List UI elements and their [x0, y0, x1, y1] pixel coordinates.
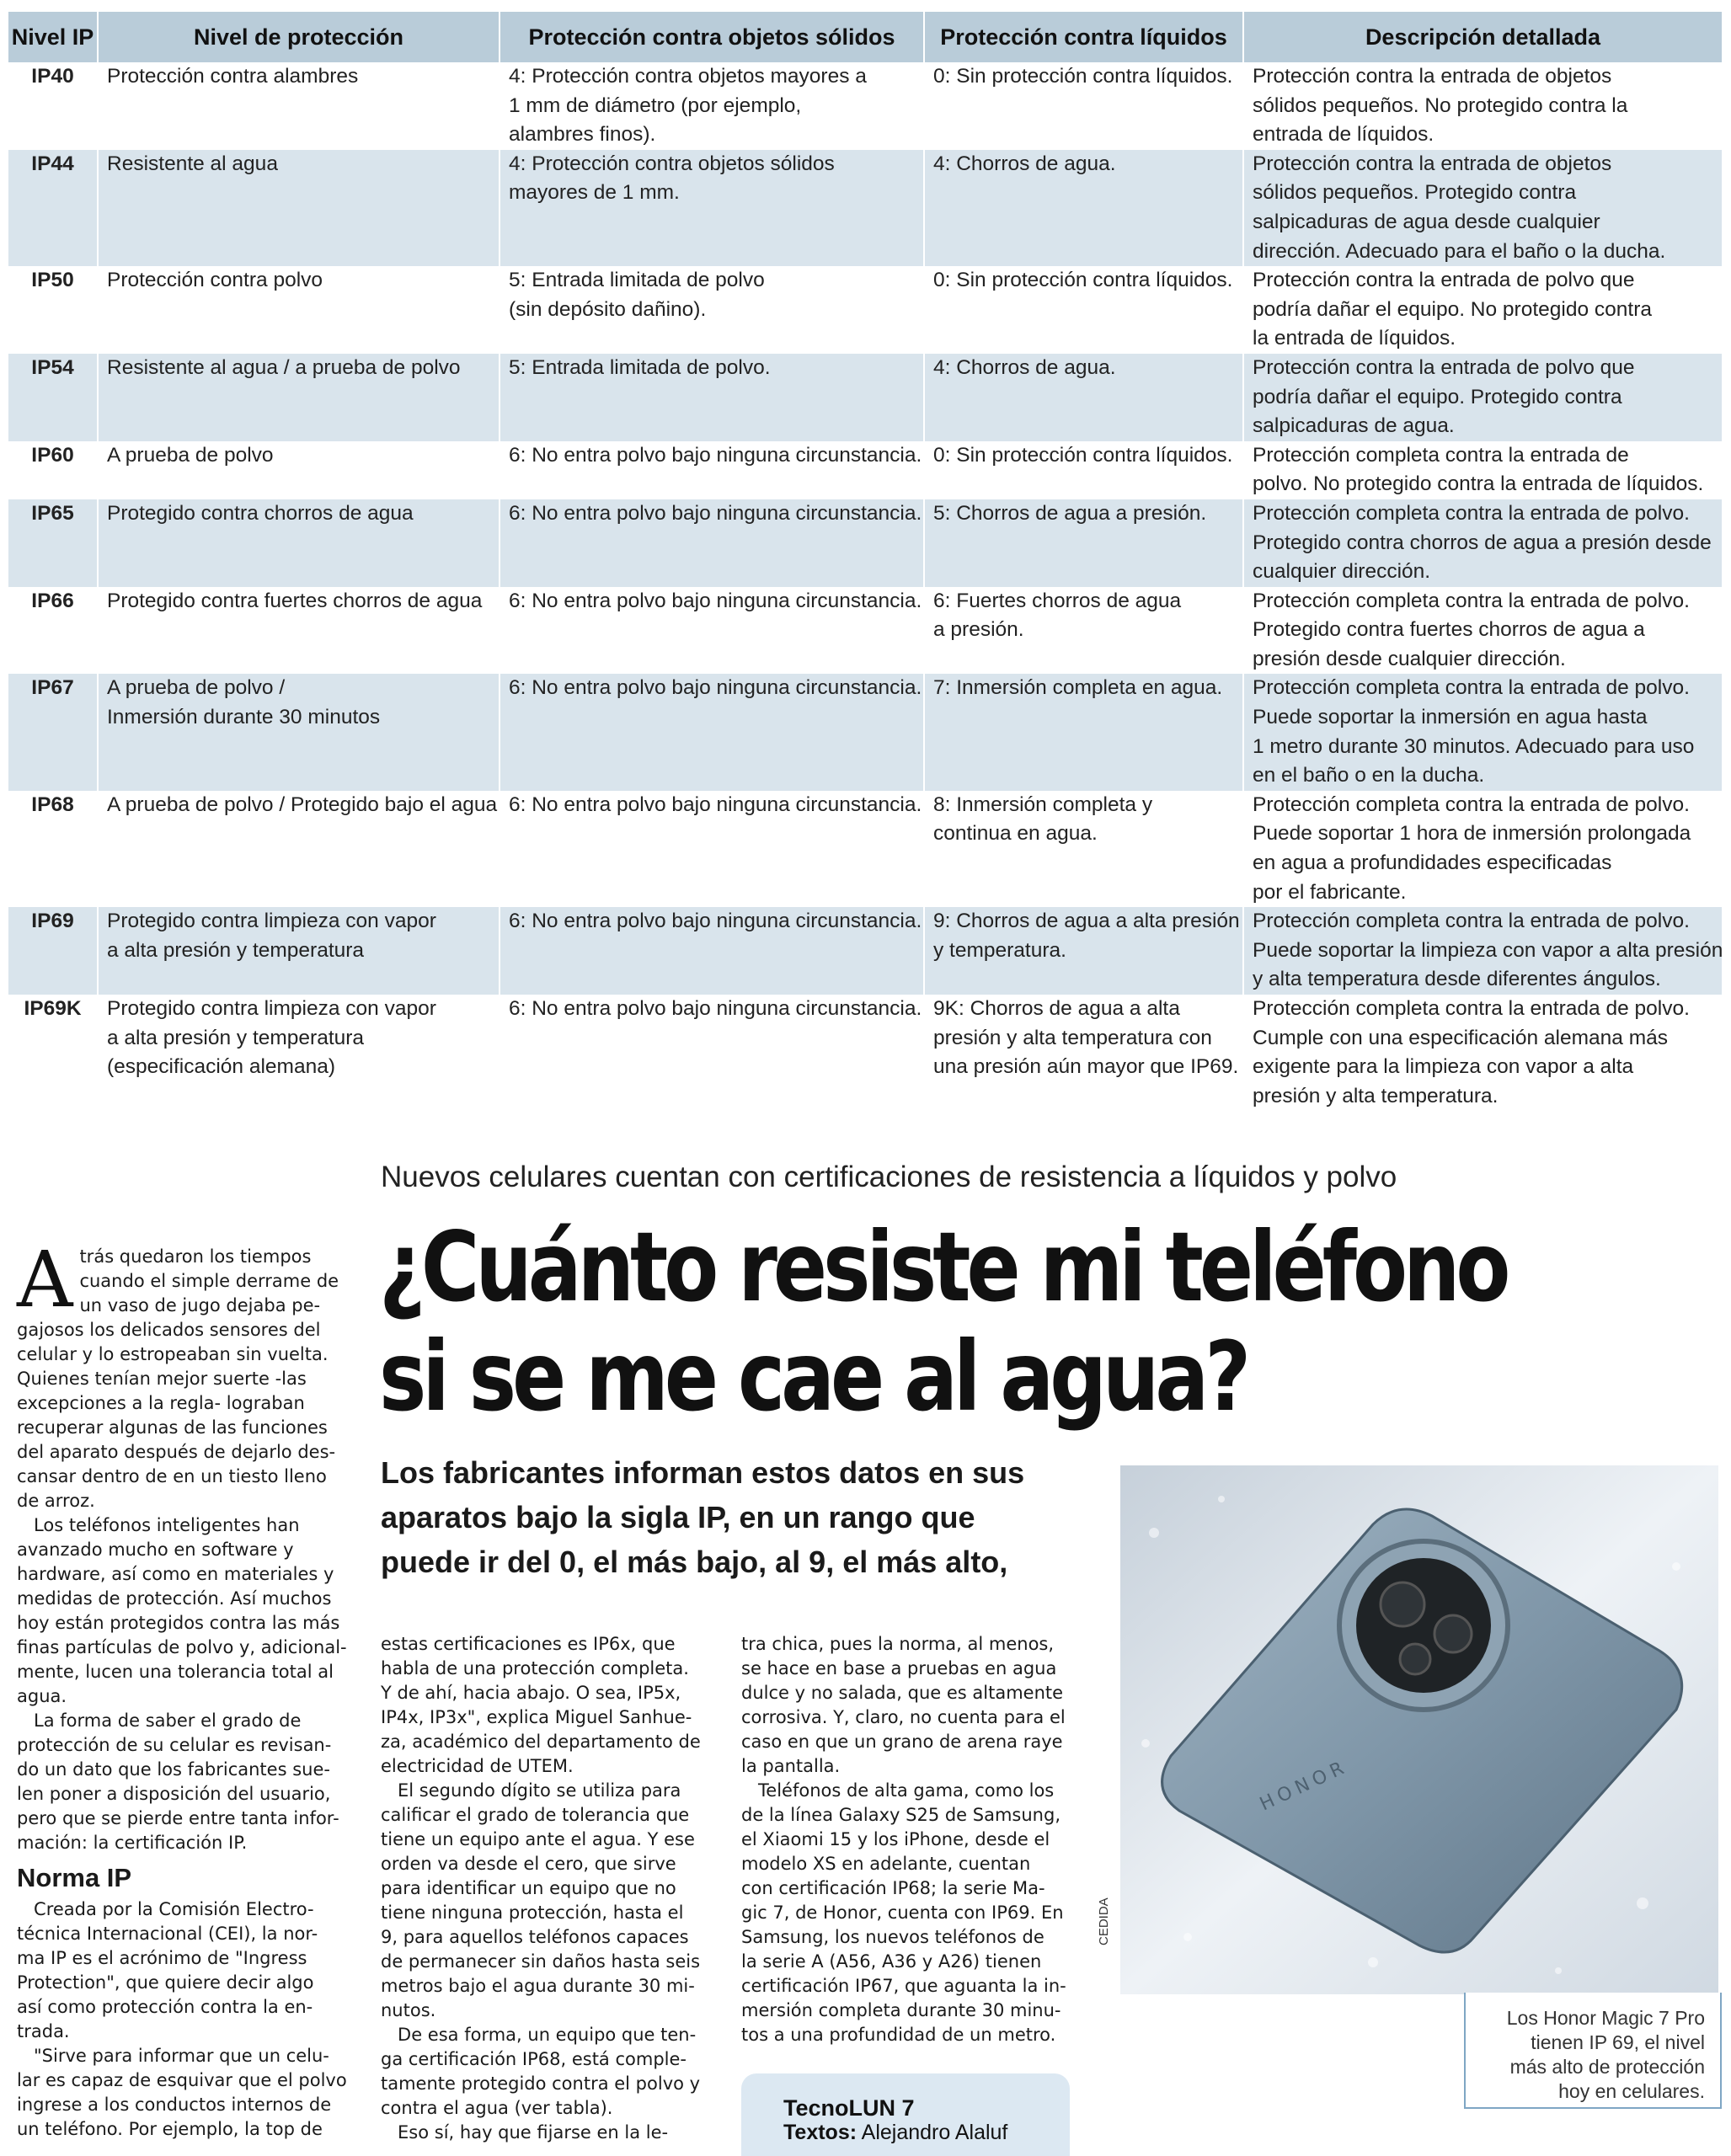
cell-line: 6: No entra polvo bajo ninguna circunstancia.: [509, 501, 922, 525]
cell-line: 9K: Chorros de agua a alta: [933, 997, 1180, 1020]
text-line: tiene ninguna protección, hasta el: [381, 1903, 684, 1923]
cell-line: Protección contra la entrada de polvo que: [1253, 269, 1635, 292]
text-line: estas certificaciones es IP6x, que: [381, 1634, 676, 1654]
cell-line: Protegido contra fuertes chorros de agua a: [1253, 618, 1645, 642]
text-line: la serie A (A56, A36 y A26) tienen: [741, 1951, 1042, 1972]
text-line: Eso sí, hay que fijarse en la le-: [381, 2122, 669, 2143]
text-line: tiene un equipo ante el agua. Y ese: [381, 1829, 695, 1849]
text-line: medidas de protección. Así muchos: [17, 1588, 332, 1609]
cell-line: polvo. No protegido contra la entrada de líquidos.: [1253, 472, 1704, 496]
cell-line: a alta presión y temperatura: [107, 1026, 365, 1049]
header-liquids: Protección contra líquidos: [924, 12, 1243, 62]
text-line: hardware, así como en materiales y: [17, 1564, 334, 1584]
solids-cell: [500, 499, 924, 587]
liquids-cell: [924, 587, 1243, 675]
article-column-3: [741, 1632, 1078, 2047]
cell-line: Puede soportar la limpieza con vapor a alta presión: [1253, 938, 1723, 962]
solids-cell: [500, 266, 924, 354]
text-line: trás quedaron los tiempos: [79, 1246, 312, 1267]
solids-cell: [500, 441, 924, 499]
cell-line: 1 metro durante 30 minutos. Adecuado para uso: [1253, 734, 1695, 758]
phone-photo: [1120, 1465, 1718, 1994]
text-line: protección de su celular es revisan-: [17, 1735, 332, 1755]
table-row: [8, 354, 1722, 441]
header-description: Descripción detallada: [1243, 12, 1722, 62]
dropcap: A: [17, 1235, 73, 1325]
cell-line: (sin depósito dañino).: [509, 297, 707, 321]
text-line: dulce y no salada, que es altamente: [741, 1683, 1064, 1703]
cell-line: Protección contra la entrada de objetos: [1253, 65, 1612, 88]
section-title: TecnoLUN 7: [783, 2095, 915, 2121]
text-line: trada.: [17, 2021, 70, 2041]
cell-line: Protección completa contra la entrada de polvo.: [1253, 676, 1690, 700]
cell-line: 6: No entra polvo bajo ninguna circunstancia.: [509, 589, 922, 612]
cell-line: cualquier dirección.: [1253, 560, 1431, 584]
level-cell: [98, 587, 500, 675]
caption-box: [1464, 1993, 1722, 2109]
caption-line: hoy en celulares.: [1558, 2080, 1705, 2102]
cell-line: en el baño o en la ducha.: [1253, 764, 1485, 787]
liquids-cell: [924, 441, 1243, 499]
text-line: de la línea Galaxy S25 de Samsung,: [741, 1805, 1061, 1825]
text-line: caso en que un grano de arena raye: [741, 1732, 1063, 1752]
deck-line: puede ir del 0, el más bajo, al 9, el más alto,: [381, 1545, 1008, 1579]
text-line: un vaso de jugo dejaba pe-: [79, 1295, 321, 1315]
text-line: nutos.: [381, 2000, 436, 2020]
text-line: Teléfonos de alta gama, como los: [741, 1780, 1055, 1801]
level-cell: [98, 791, 500, 907]
cell-line: Protección completa contra la entrada de: [1253, 443, 1629, 467]
ip-code-cell: IP68: [31, 792, 74, 816]
cell-line: alambres finos).: [509, 123, 656, 147]
cell-line: 6: Fuertes chorros de agua: [933, 589, 1182, 612]
header-protection-level: Nivel de protección: [98, 12, 500, 62]
table-row: [8, 266, 1722, 354]
ip-code-cell: IP65: [8, 499, 98, 587]
cell-line: una presión aún mayor que IP69.: [933, 1055, 1239, 1079]
text-line: corrosiva. Y, claro, no cuenta para el: [741, 1707, 1066, 1727]
text-line: modelo XS en adelante, cuentan: [741, 1854, 1031, 1874]
text-line: do un dato que los fabricantes sue-: [17, 1759, 330, 1780]
text-line: La forma de saber el grado de: [17, 1710, 302, 1731]
cell-line: 1 mm de diámetro (por ejemplo,: [509, 93, 802, 117]
cell-line: presión y alta temperatura con: [933, 1026, 1212, 1049]
author-credit: [783, 2121, 1007, 2145]
cell-line: 6: No entra polvo bajo ninguna circunstancia.: [509, 997, 922, 1020]
cell-line: A prueba de polvo /: [107, 676, 286, 700]
text-line: ingrese a los conductos internos de: [17, 2095, 332, 2115]
table-row: [8, 674, 1722, 790]
text-line: 9, para aquellos teléfonos capaces: [381, 1927, 689, 1947]
table-row: [8, 62, 1722, 150]
solids-cell: [500, 674, 924, 790]
text-line: len poner a disposición del usuario,: [17, 1784, 331, 1804]
text-line: con certificación IP68; la serie Ma-: [741, 1878, 1045, 1898]
cell-line: 8: Inmersión completa y: [933, 792, 1153, 816]
text-line: orden va desde el cero, que sirve: [381, 1854, 676, 1874]
cell-line: Protección completa contra la entrada de polvo.: [1253, 910, 1690, 933]
text-line: finas partículas de polvo y, adicional-: [17, 1637, 347, 1657]
cell-line: Protección contra la entrada de polvo que: [1253, 355, 1635, 379]
ip-table: [8, 12, 1722, 1111]
cell-line: Protección completa contra la entrada de polvo.: [1253, 589, 1690, 612]
text-line: hoy están protegidos contra las más: [17, 1613, 340, 1633]
cell-line: 5: Chorros de agua a presión.: [933, 501, 1207, 525]
description-cell: [1243, 674, 1722, 790]
text-line: la pantalla.: [741, 1756, 841, 1776]
text-line: contra el agua (ver tabla).: [381, 2098, 613, 2118]
headline-line: si se me cae al agua?: [379, 1321, 1247, 1433]
column-body: [17, 1318, 354, 1855]
cell-line: exigente para la limpieza con vapor a alta: [1253, 1055, 1634, 1079]
article-kicker: Nuevos celulares cuentan con certificaciones de resistencia a líquidos y polvo: [381, 1161, 1397, 1193]
table-row: [8, 441, 1722, 499]
text-line: tos a una profundidad de un metro.: [741, 2025, 1056, 2045]
cell-line: Protección completa contra la entrada de polvo.: [1253, 997, 1690, 1020]
description-cell: [1243, 266, 1722, 354]
cell-line: Puede soportar 1 hora de inmersión prolongada: [1253, 822, 1691, 846]
cell-line: 5: Entrada limitada de polvo: [509, 269, 765, 292]
cell-line: a alta presión y temperatura: [107, 938, 365, 962]
text-line: calificar el grado de tolerancia que: [381, 1805, 690, 1825]
text-line: el Xiaomi 15 y los iPhone, desde el: [741, 1829, 1050, 1849]
level-cell: [98, 995, 500, 1111]
ip-code-cell: IP67: [8, 674, 98, 790]
cell-line: 4: Chorros de agua.: [933, 152, 1116, 175]
text-line: se hace en base a pruebas en agua: [741, 1658, 1057, 1678]
text-line: metros bajo el agua durante 30 mi-: [381, 1976, 695, 1996]
solids-cell: [500, 150, 924, 266]
text-line: gic 7, de Honor, cuenta con IP69. En: [741, 1903, 1064, 1923]
header-solids: Protección contra objetos sólidos: [500, 12, 924, 62]
cell-line: salpicaduras de agua.: [1253, 414, 1455, 438]
description-cell: [1243, 587, 1722, 675]
level-cell: [98, 441, 500, 499]
ip-code-cell: IP54: [8, 354, 98, 441]
description-cell: [1243, 62, 1722, 150]
description-cell: [1243, 499, 1722, 587]
cell-line: 4: Protección contra objetos sólidos: [509, 152, 835, 175]
cell-line: en agua a profundidades especificadas: [1253, 851, 1612, 875]
caption-line: tienen IP 69, el nivel: [1531, 2031, 1705, 2053]
cell-line: 4: Protección contra objetos mayores a: [509, 65, 867, 88]
table-row: [8, 150, 1722, 266]
cell-line: Resistente al agua / a prueba de polvo: [107, 355, 461, 379]
level-cell: [98, 266, 500, 354]
author-name: Alejandro Alaluf: [861, 2121, 1008, 2144]
subhead-norma-ip: Norma IP: [17, 1863, 132, 1892]
ip-code-cell: IP69K: [24, 997, 82, 1020]
cell-line: Protegido contra chorros de agua: [107, 501, 414, 525]
cell-line: Protegido contra fuertes chorros de agua: [107, 589, 483, 612]
text-line: El segundo dígito se utiliza para: [381, 1780, 681, 1801]
cell-line: 6: No entra polvo bajo ninguna circunstancia.: [509, 676, 922, 700]
text-line: electricidad de UTEM.: [381, 1756, 574, 1776]
text-line: cansar dentro de en un tiesto lleno: [17, 1466, 327, 1486]
cell-line: podría dañar el equipo. No protegido contra: [1253, 297, 1652, 321]
cell-line: a presión.: [933, 618, 1024, 642]
liquids-cell: [924, 995, 1243, 1111]
section-footer: [741, 2073, 1070, 2156]
text-line: Protection", que quiere decir algo: [17, 1972, 314, 1993]
cell-line: la entrada de líquidos.: [1253, 327, 1456, 350]
liquids-cell: [924, 499, 1243, 587]
level-cell: [98, 674, 500, 790]
level-cell: [98, 907, 500, 995]
table-body: [8, 62, 1722, 1111]
description-cell: [1243, 791, 1722, 907]
article-column-2: [381, 1632, 711, 2145]
text-line: "Sirve para informar que un celu-: [17, 2046, 329, 2066]
photo-caption: [1507, 2006, 1705, 2104]
text-line: Samsung, los nuevos teléfonos de: [741, 1927, 1044, 1947]
text-line: cuando el simple derrame de: [79, 1271, 339, 1291]
article-headline: [379, 1213, 1506, 1432]
cell-line: 7: Inmersión completa en agua.: [933, 676, 1223, 700]
article-column-1: [17, 1235, 354, 2142]
solids-cell: [500, 995, 924, 1111]
description-cell: [1243, 995, 1722, 1111]
level-cell: [98, 150, 500, 266]
text-line: un teléfono. Por ejemplo, la top de: [17, 2119, 323, 2139]
cell-line: sólidos pequeños. Protegido contra: [1253, 181, 1577, 205]
liquids-cell: [924, 674, 1243, 790]
cell-line: presión desde cualquier dirección.: [1253, 647, 1566, 670]
cell-line: y temperatura.: [933, 938, 1066, 962]
caption-line: más alto de protección: [1509, 2056, 1705, 2078]
ip-code-cell: IP60: [31, 443, 74, 467]
text-line: za, académico del departamento de: [381, 1732, 701, 1752]
description-cell: [1243, 907, 1722, 995]
cell-line: Protección completa contra la entrada de polvo.: [1253, 501, 1690, 525]
column-body-after: [17, 1897, 354, 2142]
level-cell: [98, 499, 500, 587]
cell-line: 6: No entra polvo bajo ninguna circunstancia.: [509, 910, 922, 933]
cell-line: 0: Sin protección contra líquidos.: [933, 443, 1233, 467]
cell-line: Cumple con una especificación alemana más: [1253, 1026, 1668, 1049]
text-line: de arroz.: [17, 1491, 95, 1511]
description-cell: [1243, 150, 1722, 266]
deck-line: Los fabricantes informan estos datos en sus: [381, 1455, 1025, 1490]
text-line: ma IP es el acrónimo de "Ingress: [17, 1948, 307, 1968]
text-line: para identificar un equipo que no: [381, 1878, 676, 1898]
cell-line: Protegido contra chorros de agua a presión desde: [1253, 531, 1712, 554]
text-line: celular y lo estropeaban sin vuelta.: [17, 1344, 329, 1364]
ip-code-cell: IP69: [8, 907, 98, 995]
cell-line: dirección. Adecuado para el baño o la ducha.: [1253, 239, 1666, 263]
cell-line: mayores de 1 mm.: [509, 181, 680, 205]
cell-line: continua en agua.: [933, 822, 1098, 846]
cell-line: 4: Chorros de agua.: [933, 355, 1116, 379]
text-line: Los teléfonos inteligentes han: [17, 1515, 300, 1535]
phone-brand-text: HONOR: [1256, 1756, 1352, 1816]
text-line: agua.: [17, 1686, 67, 1706]
cell-line: sólidos pequeños. No protegido contra la: [1253, 93, 1628, 117]
cell-line: 6: No entra polvo bajo ninguna circunstancia.: [509, 792, 922, 816]
cell-line: Protegido contra limpieza con vapor: [107, 997, 436, 1020]
text-line: tamente protegido contra el polvo y: [381, 2073, 701, 2094]
level-cell: [98, 62, 500, 150]
solids-cell: [500, 62, 924, 150]
text-line: de permanecer sin daños hasta seis: [381, 1951, 701, 1972]
photo-credit: CEDIDA: [1097, 1897, 1111, 1945]
ip-code-cell: IP50: [31, 269, 74, 292]
article-deck: [381, 1450, 1024, 1584]
text-line: así como protección contra la en-: [17, 1997, 313, 2017]
text-line: técnica Internacional (CEI), la nor-: [17, 1924, 318, 1944]
text-line: De esa forma, un equipo que ten-: [381, 2025, 697, 2045]
cell-line: A prueba de polvo / Protegido bajo el agua: [107, 792, 498, 816]
text-line: mación: la certificación IP.: [17, 1833, 248, 1853]
cell-line: presión y alta temperatura.: [1253, 1084, 1499, 1107]
text-line: Creada por la Comisión Electro-: [17, 1899, 314, 1919]
cell-line: Protección contra alambres: [107, 65, 359, 88]
cell-line: Resistente al agua: [107, 152, 278, 175]
description-cell: [1243, 441, 1722, 499]
cell-line: Puede soportar la inmersión en agua hasta: [1253, 706, 1648, 729]
text-line: excepciones a la regla- lograban: [17, 1393, 305, 1413]
text-line: Quienes tenían mejor suerte -las: [17, 1369, 307, 1389]
cell-line: 6: No entra polvo bajo ninguna circunstancia.: [509, 443, 922, 467]
cell-line: (especificación alemana): [107, 1055, 335, 1079]
text-line: del aparato después de dejarlo des-: [17, 1442, 336, 1462]
solids-cell: [500, 791, 924, 907]
text-line: recuperar algunas de las funciones: [17, 1417, 328, 1438]
cell-line: entrada de líquidos.: [1253, 123, 1434, 147]
ip-code-cell: IP44: [8, 150, 98, 266]
cell-line: 0: Sin protección contra líquidos.: [933, 65, 1233, 88]
table-row: [8, 499, 1722, 587]
cell-line: podría dañar el equipo. Protegido contra: [1253, 385, 1622, 408]
cell-line: 9: Chorros de agua a alta presión: [933, 910, 1240, 933]
text-line: mersión completa durante 30 minu-: [741, 2000, 1061, 2020]
text-line: habla de una protección completa.: [381, 1658, 689, 1678]
headline-line: ¿Cuánto resiste mi teléfono: [379, 1211, 1507, 1323]
level-cell: [98, 354, 500, 441]
solids-cell: [500, 354, 924, 441]
ip-code-cell: IP40: [31, 65, 74, 88]
liquids-cell: [924, 907, 1243, 995]
text-line: avanzado mucho en software y: [17, 1540, 294, 1560]
liquids-cell: [924, 791, 1243, 907]
text-line: IP4x, IP3x", explica Miguel Sanhue-: [381, 1707, 692, 1727]
liquids-cell: [924, 354, 1243, 441]
table-row: [8, 907, 1722, 995]
cell-line: Protección completa contra la entrada de polvo.: [1253, 792, 1690, 816]
description-cell: [1243, 354, 1722, 441]
cell-line: 5: Entrada limitada de polvo.: [509, 355, 771, 379]
deck-line: aparatos bajo la sigla IP, en un rango que: [381, 1500, 975, 1534]
text-line: certificación IP67, que aguanta la in-: [741, 1976, 1066, 1996]
text-line: gajosos los delicados sensores del: [17, 1320, 321, 1340]
text-line: ga certificación IP68, está comple-: [381, 2049, 687, 2069]
cell-line: A prueba de polvo: [107, 443, 274, 467]
table-row: [8, 995, 1722, 1111]
table-row: [8, 587, 1722, 675]
cell-line: Protección contra la entrada de objetos: [1253, 152, 1612, 175]
header-ip-level: Nivel IP: [8, 12, 98, 62]
ip-code-cell: IP66: [31, 589, 74, 612]
text-line: Y de ahí, hacia abajo. O sea, IP5x,: [381, 1683, 681, 1703]
table-row: [8, 791, 1722, 907]
cell-line: 0: Sin protección contra líquidos.: [933, 269, 1233, 292]
author-label: Textos:: [783, 2121, 857, 2144]
liquids-cell: [924, 266, 1243, 354]
text-line: mente, lucen una tolerancia total al: [17, 1662, 334, 1682]
liquids-cell: [924, 150, 1243, 266]
table-header-row: [8, 12, 1722, 62]
caption-line: Los Honor Magic 7 Pro: [1506, 2007, 1705, 2029]
text-line: pero que se pierde entre tanta infor-: [17, 1808, 339, 1828]
solids-cell: [500, 587, 924, 675]
phone-on-snow-image: [1120, 1465, 1718, 1994]
cell-line: salpicaduras de agua desde cualquier: [1253, 210, 1600, 233]
liquids-cell: [924, 62, 1243, 150]
cell-line: por el fabricante.: [1253, 880, 1407, 904]
cell-line: y alta temperatura desde diferentes ángulos.: [1253, 968, 1661, 991]
cell-line: Inmersión durante 30 minutos: [107, 706, 381, 729]
text-line: tra chica, pues la norma, al menos,: [741, 1634, 1055, 1654]
cell-line: Protegido contra limpieza con vapor: [107, 910, 436, 933]
text-line: lar es capaz de esquivar que el polvo: [17, 2070, 347, 2090]
cell-line: Protección contra polvo: [107, 269, 323, 292]
solids-cell: [500, 907, 924, 995]
